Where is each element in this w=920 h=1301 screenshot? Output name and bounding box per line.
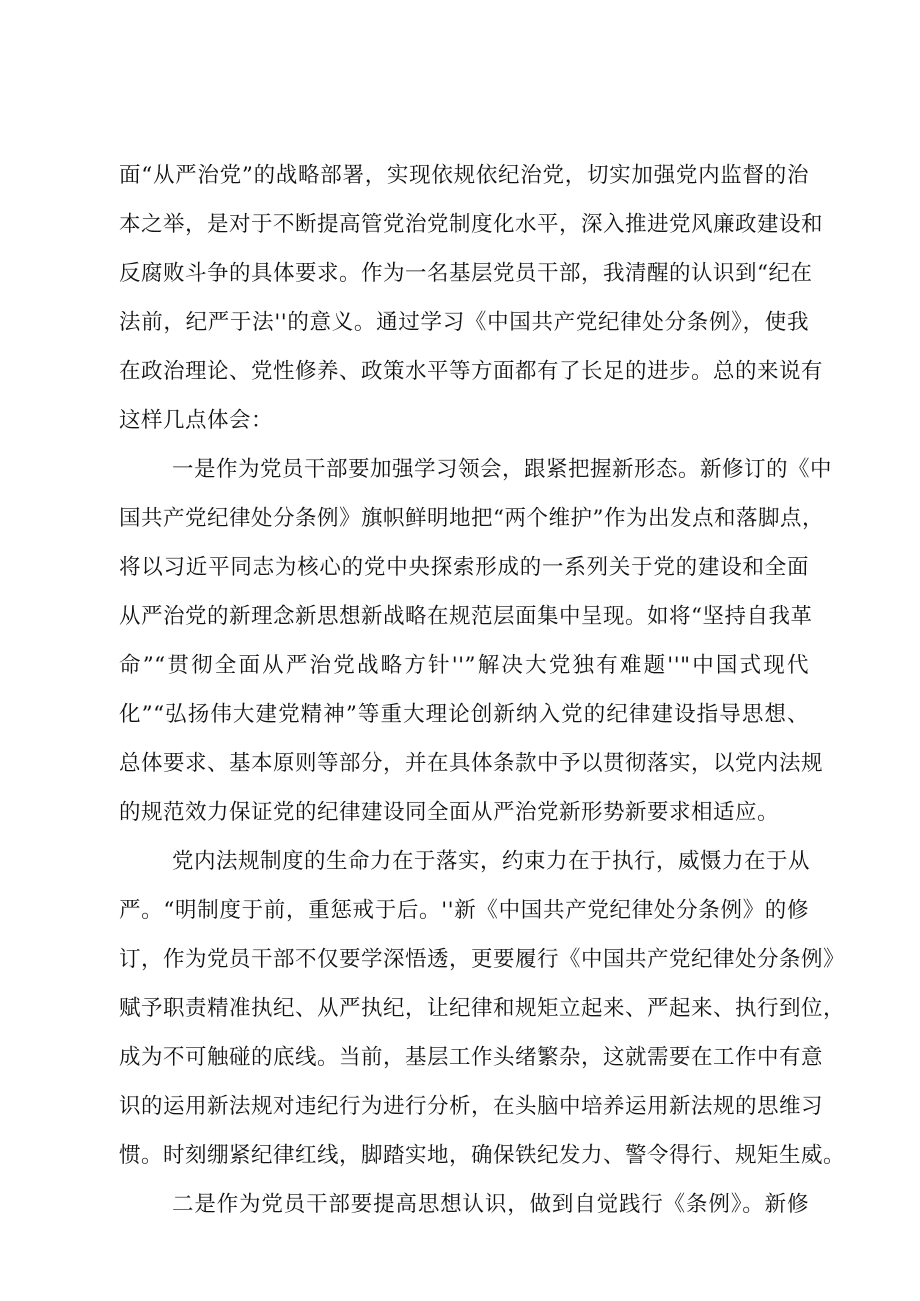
- paragraph-first-line: 党内法规制度的生命力在于落实，约束力在于执行，威慑力在于从: [172, 849, 811, 874]
- text-line: 赋予职责精准执纪、从严执纪，让纪律和规矩立起来、严起来、执行到位，: [119, 996, 846, 1021]
- text-line: 成为不可触碰的底线。当前，基层工作头绪繁杂，这就需要在工作中有意: [119, 1045, 824, 1070]
- text-line: 从严治党的新理念新思想新战略在规范层面集中呈现。如将“坚持自我革: [119, 604, 813, 629]
- text-line: 严。“明制度于前，重惩戒于后。''新《中国共产党纪律处分条例》的修: [119, 898, 809, 923]
- text-line: 的规范效力保证党的纪律建设同全面从严治党新形势新要求相适应。: [119, 800, 780, 825]
- text-line: 在政治理论、党性修养、政策水平等方面都有了长足的进步。总的来说有: [119, 359, 824, 384]
- text-line: 识的运用新法规对违纪行为进行分析，在头脑中培养运用新法规的思维习: [119, 1094, 824, 1119]
- text-line: 反腐败斗争的具体要求。作为一名基层党员干部，我清醒的认识到“纪在: [119, 261, 813, 286]
- text-line: 这样几点体会：: [119, 408, 274, 433]
- paragraph-first-line: 一是作为党员干部要加强学习领会，跟紧把握新形态。新修订的《中: [172, 457, 833, 482]
- text-line: 化”“弘扬伟大建党精神”等重大理论创新纳入党的纪律建设指导思想、: [119, 702, 809, 727]
- text-line: 国共产党纪律处分条例》旗帜鲜明地把“两个维护”作为出发点和落脚点，: [119, 506, 824, 531]
- text-line: 订，作为党员干部不仅要学深悟透，更要履行《中国共产党纪律处分条例》: [119, 947, 846, 972]
- text-line: 法前，纪严于法''的意义。通过学习《中国共产党纪律处分条例》，使我: [119, 310, 809, 335]
- text-line: 面“从严治党”的战略部署，实现依规依纪治党，切实加强党内监督的治: [119, 163, 809, 188]
- text-line: 总体要求、基本原则等部分，并在具体条款中予以贯彻落实，以党内法规: [119, 751, 824, 776]
- text-line: 本之举，是对于不断提高管党治党制度化水平，深入推进党风廉政建设和: [119, 212, 824, 237]
- text-line: 将以习近平同志为核心的党中央探索形成的一系列关于党的建设和全面: [119, 555, 809, 580]
- text-line: 惯。时刻绷紧纪律红线，脚踏实地，确保铁纪发力、警令得行、规矩生威。: [119, 1143, 846, 1168]
- paragraph-first-line: 二是作为党员干部要提高思想认识，做到自觉践行《条例》。新修: [172, 1192, 809, 1217]
- text-line: 命”“贯彻全面从严治党战略方针''”解决大党独有难题''"中国式现代: [119, 653, 809, 678]
